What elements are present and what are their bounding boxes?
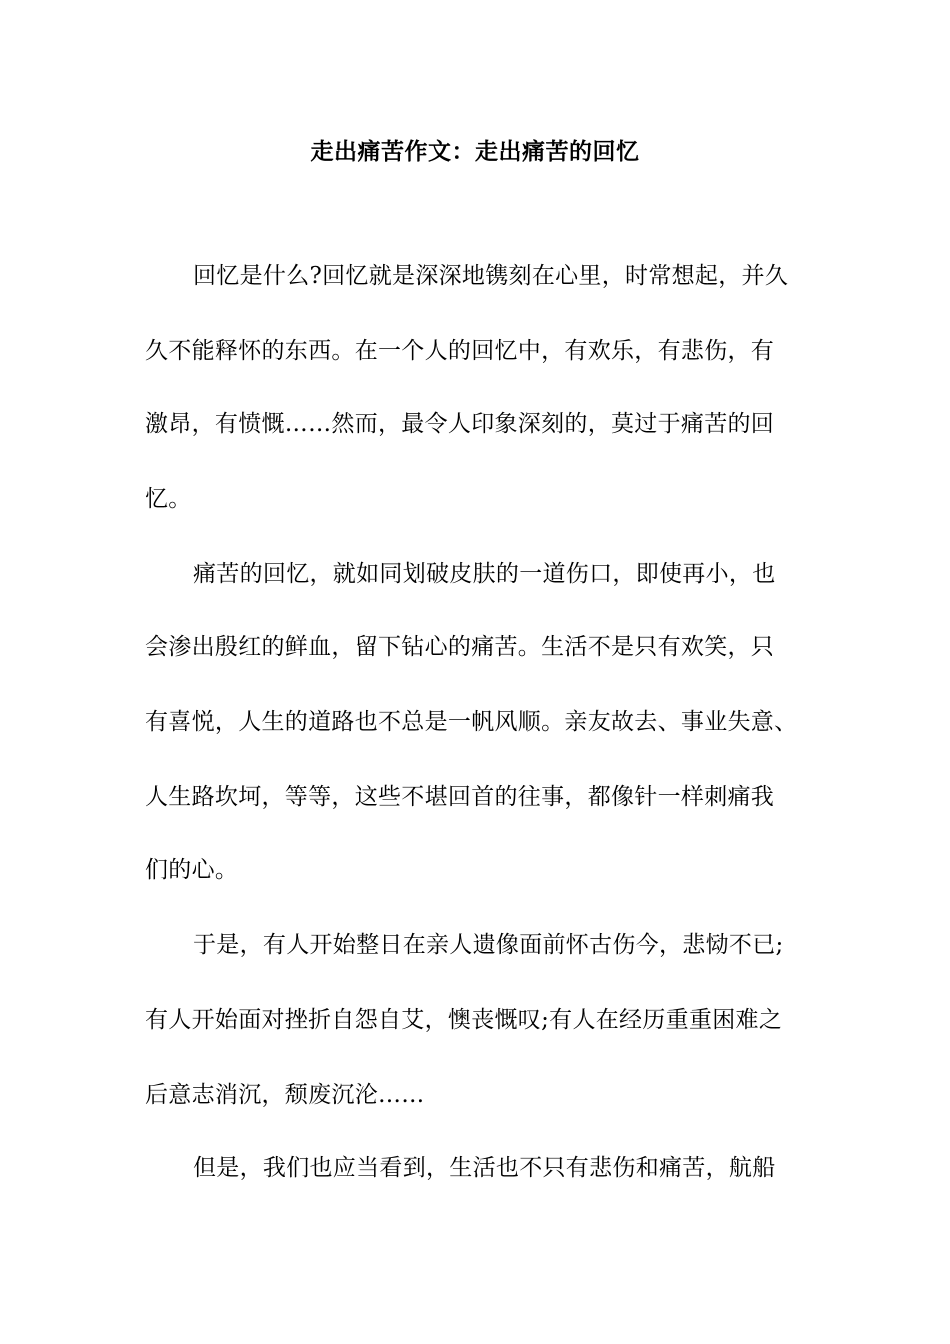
paragraph-line: 有喜悦，人生的道路也不总是一帆风顺。亲友故去、事业失意、: [145, 709, 798, 735]
paragraph-line: 久不能释怀的东西。在一个人的回忆中，有欢乐，有悲伤，有: [145, 338, 775, 364]
paragraph-line: 后意志消沉，颓废沉沦……: [145, 1082, 425, 1108]
document-title: 走出痛苦作文：走出痛苦的回忆: [310, 138, 640, 165]
paragraph-line: 会渗出殷红的鲜血，留下钻心的痛苦。生活不是只有欢笑，只: [145, 634, 775, 660]
paragraph-line: 于是，有人开始整日在亲人遗像面前怀古伤今，悲恸不已;: [193, 932, 784, 958]
paragraph-line: 们的心。: [145, 857, 239, 883]
paragraph-line: 激昂，有愤慨……然而，最令人印象深刻的，莫过于痛苦的回: [145, 411, 775, 437]
paragraph-line: 有人开始面对挫折自怨自艾，懊丧慨叹;有人在经历重重困难之: [145, 1007, 783, 1033]
paragraph-line: 回忆是什么?回忆就是深深地镌刻在心里，时常想起，并久: [193, 263, 789, 289]
paragraph-line: 忆。: [145, 486, 192, 512]
paragraph-line: 但是，我们也应当看到，生活也不只有悲伤和痛苦，航船: [193, 1155, 776, 1181]
paragraph-line: 人生路坎坷，等等，这些不堪回首的往事，都像针一样刺痛我: [145, 784, 775, 810]
paragraph-line: 痛苦的回忆，就如同划破皮肤的一道伤口，即使再小，也: [193, 561, 776, 587]
